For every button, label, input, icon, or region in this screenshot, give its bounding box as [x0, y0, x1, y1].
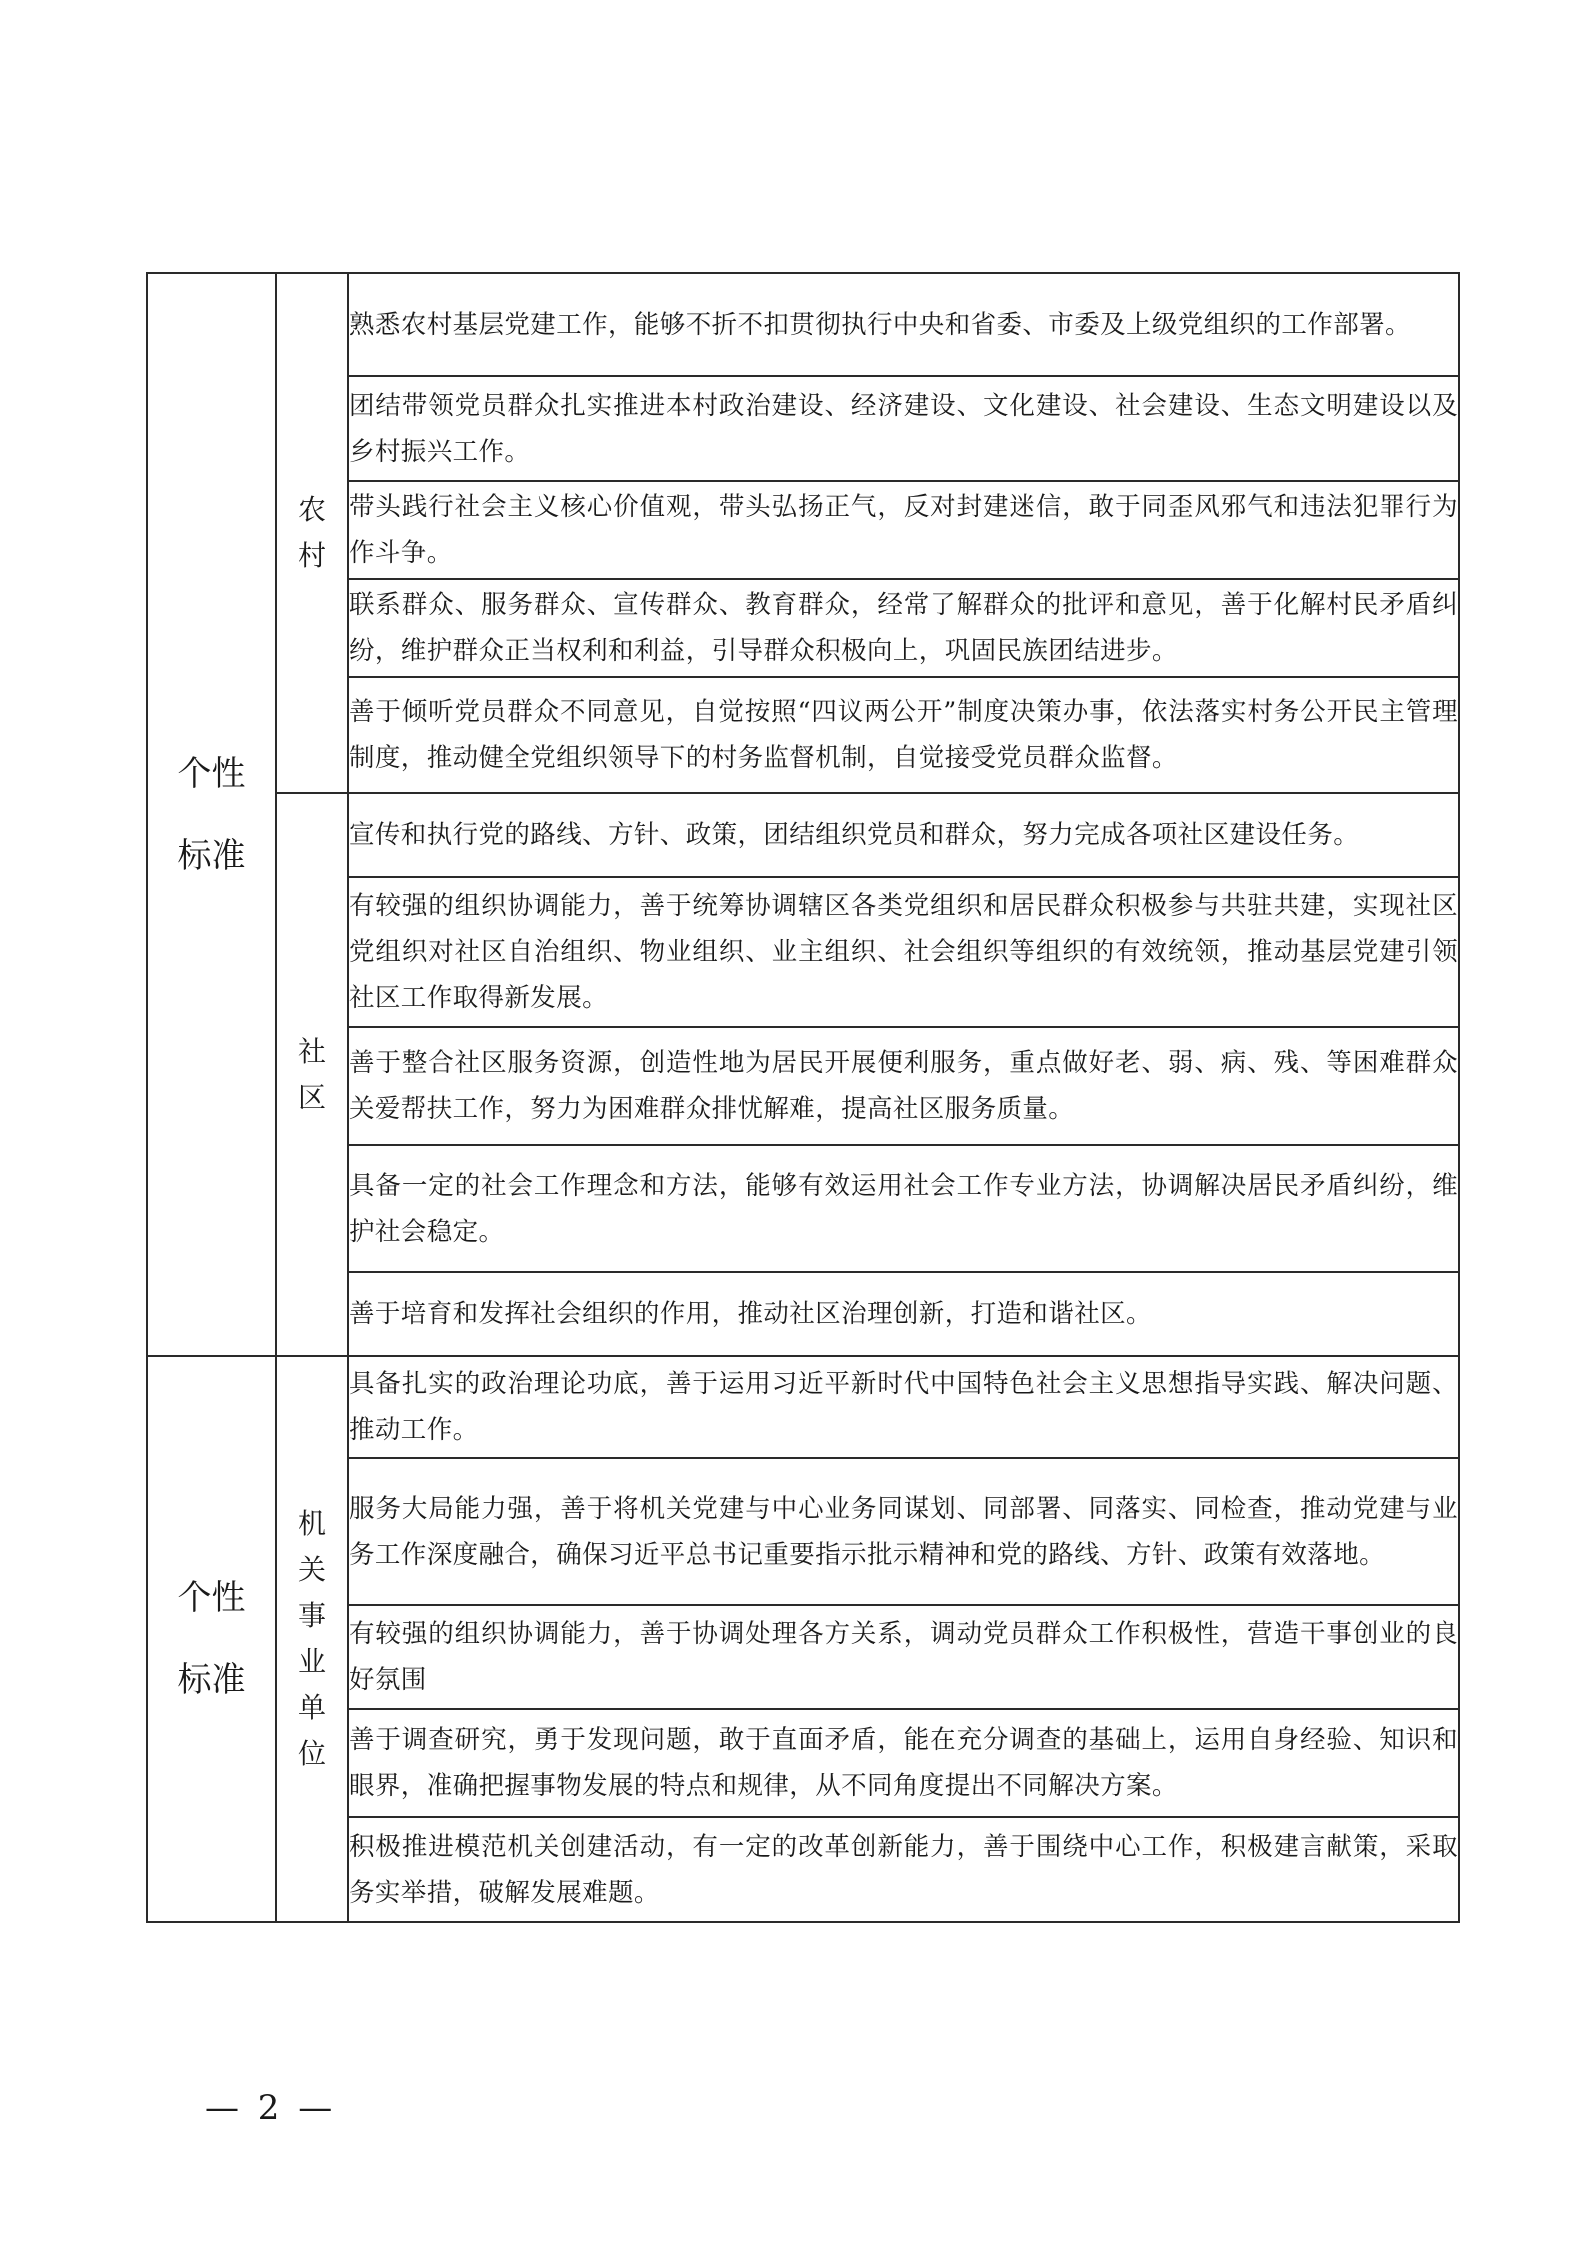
section-label-line: 标准 [177, 1660, 246, 1700]
group-label-char: 位 [297, 1737, 326, 1770]
section-label [147, 1356, 276, 1922]
standard-item: 有较强的组织协调能力，善于协调处理各方关系，调动党员群众工作积极性，营造干事创业的良好氛围 [348, 1605, 1459, 1709]
standard-item: 具备扎实的政治理论功底，善于运用习近平新时代中国特色社会主义思想指导实践、解决问题、推动工作。 [348, 1356, 1459, 1458]
standards-table [146, 272, 1460, 1923]
group-label-char: 机 [297, 1507, 326, 1540]
group-label-char: 农 [297, 493, 326, 526]
standard-item: 具备一定的社会工作理念和方法，能够有效运用社会工作专业方法，协调解决居民矛盾纠纷，维护社会稳定。 [348, 1145, 1459, 1272]
table-row [147, 1356, 1459, 1458]
standard-item: 熟悉农村基层党建工作，能够不折不扣贯彻执行中央和省委、市委及上级党组织的工作部署。 [348, 273, 1459, 376]
group-label-char: 关 [297, 1553, 326, 1586]
section-label-line: 个性 [177, 1578, 246, 1618]
group-label-char: 单 [297, 1691, 326, 1724]
table-row [147, 273, 1459, 376]
group-label-rural [276, 273, 348, 793]
group-label-char: 村 [297, 539, 326, 572]
group-label-community [276, 793, 348, 1356]
standard-item: 宣传和执行党的路线、方针、政策，团结组织党员和群众，努力完成各项社区建设任务。 [348, 793, 1459, 877]
section-label-line: 个性 [177, 753, 246, 794]
standard-item: 善于倾听党员群众不同意见，自觉按照“四议两公开”制度决策办事，依法落实村务公开民主管理制度，推动健全党组织领导下的村务监督机制，自觉接受党员群众监督。 [348, 677, 1459, 793]
group-label-char: 区 [297, 1080, 326, 1114]
page-number: — 2 — [205, 2088, 337, 2128]
standard-item: 服务大局能力强，善于将机关党建与中心业务同谋划、同部署、同落实、同检查，推动党建与业务工作深度融合，确保习近平总书记重要指示批示精神和党的路线、方针、政策有效落地。 [348, 1458, 1459, 1605]
section-label [147, 273, 276, 1356]
standard-item: 联系群众、服务群众、宣传群众、教育群众，经常了解群众的批评和意见，善于化解村民矛盾纠纷，维护群众正当权利和利益，引导群众积极向上，巩固民族团结进步。 [348, 579, 1459, 677]
standard-item: 积极推进模范机关创建活动，有一定的改革创新能力，善于围绕中心工作，积极建言献策，采取务实举措，破解发展难题。 [348, 1817, 1459, 1922]
group-label-char: 事 [297, 1599, 326, 1632]
standard-item: 善于调查研究，勇于发现问题，敢于直面矛盾，能在充分调查的基础上，运用自身经验、知识和眼界，准确把握事物发展的特点和规律，从不同角度提出不同解决方案。 [348, 1709, 1459, 1817]
standard-item: 团结带领党员群众扎实推进本村政治建设、经济建设、文化建设、社会建设、生态文明建设以及乡村振兴工作。 [348, 376, 1459, 481]
table-row [147, 793, 1459, 877]
section-label-line: 标准 [177, 835, 246, 876]
group-label-institutions [276, 1356, 348, 1922]
group-label-char: 社 [297, 1034, 326, 1068]
group-label-char: 业 [297, 1645, 326, 1678]
standard-item: 善于整合社区服务资源，创造性地为居民开展便利服务，重点做好老、弱、病、残、等困难群众关爱帮扶工作，努力为困难群众排忧解难，提高社区服务质量。 [348, 1027, 1459, 1145]
standard-item: 善于培育和发挥社会组织的作用，推动社区治理创新，打造和谐社区。 [348, 1272, 1459, 1356]
standard-item: 有较强的组织协调能力，善于统筹协调辖区各类党组织和居民群众积极参与共驻共建，实现社区党组织对社区自治组织、物业组织、业主组织、社会组织等组织的有效统领，推动基层党建引领社区工作取得新发展。 [348, 877, 1459, 1027]
standard-item: 带头践行社会主义核心价值观，带头弘扬正气，反对封建迷信，敢于同歪风邪气和违法犯罪行为作斗争。 [348, 481, 1459, 579]
